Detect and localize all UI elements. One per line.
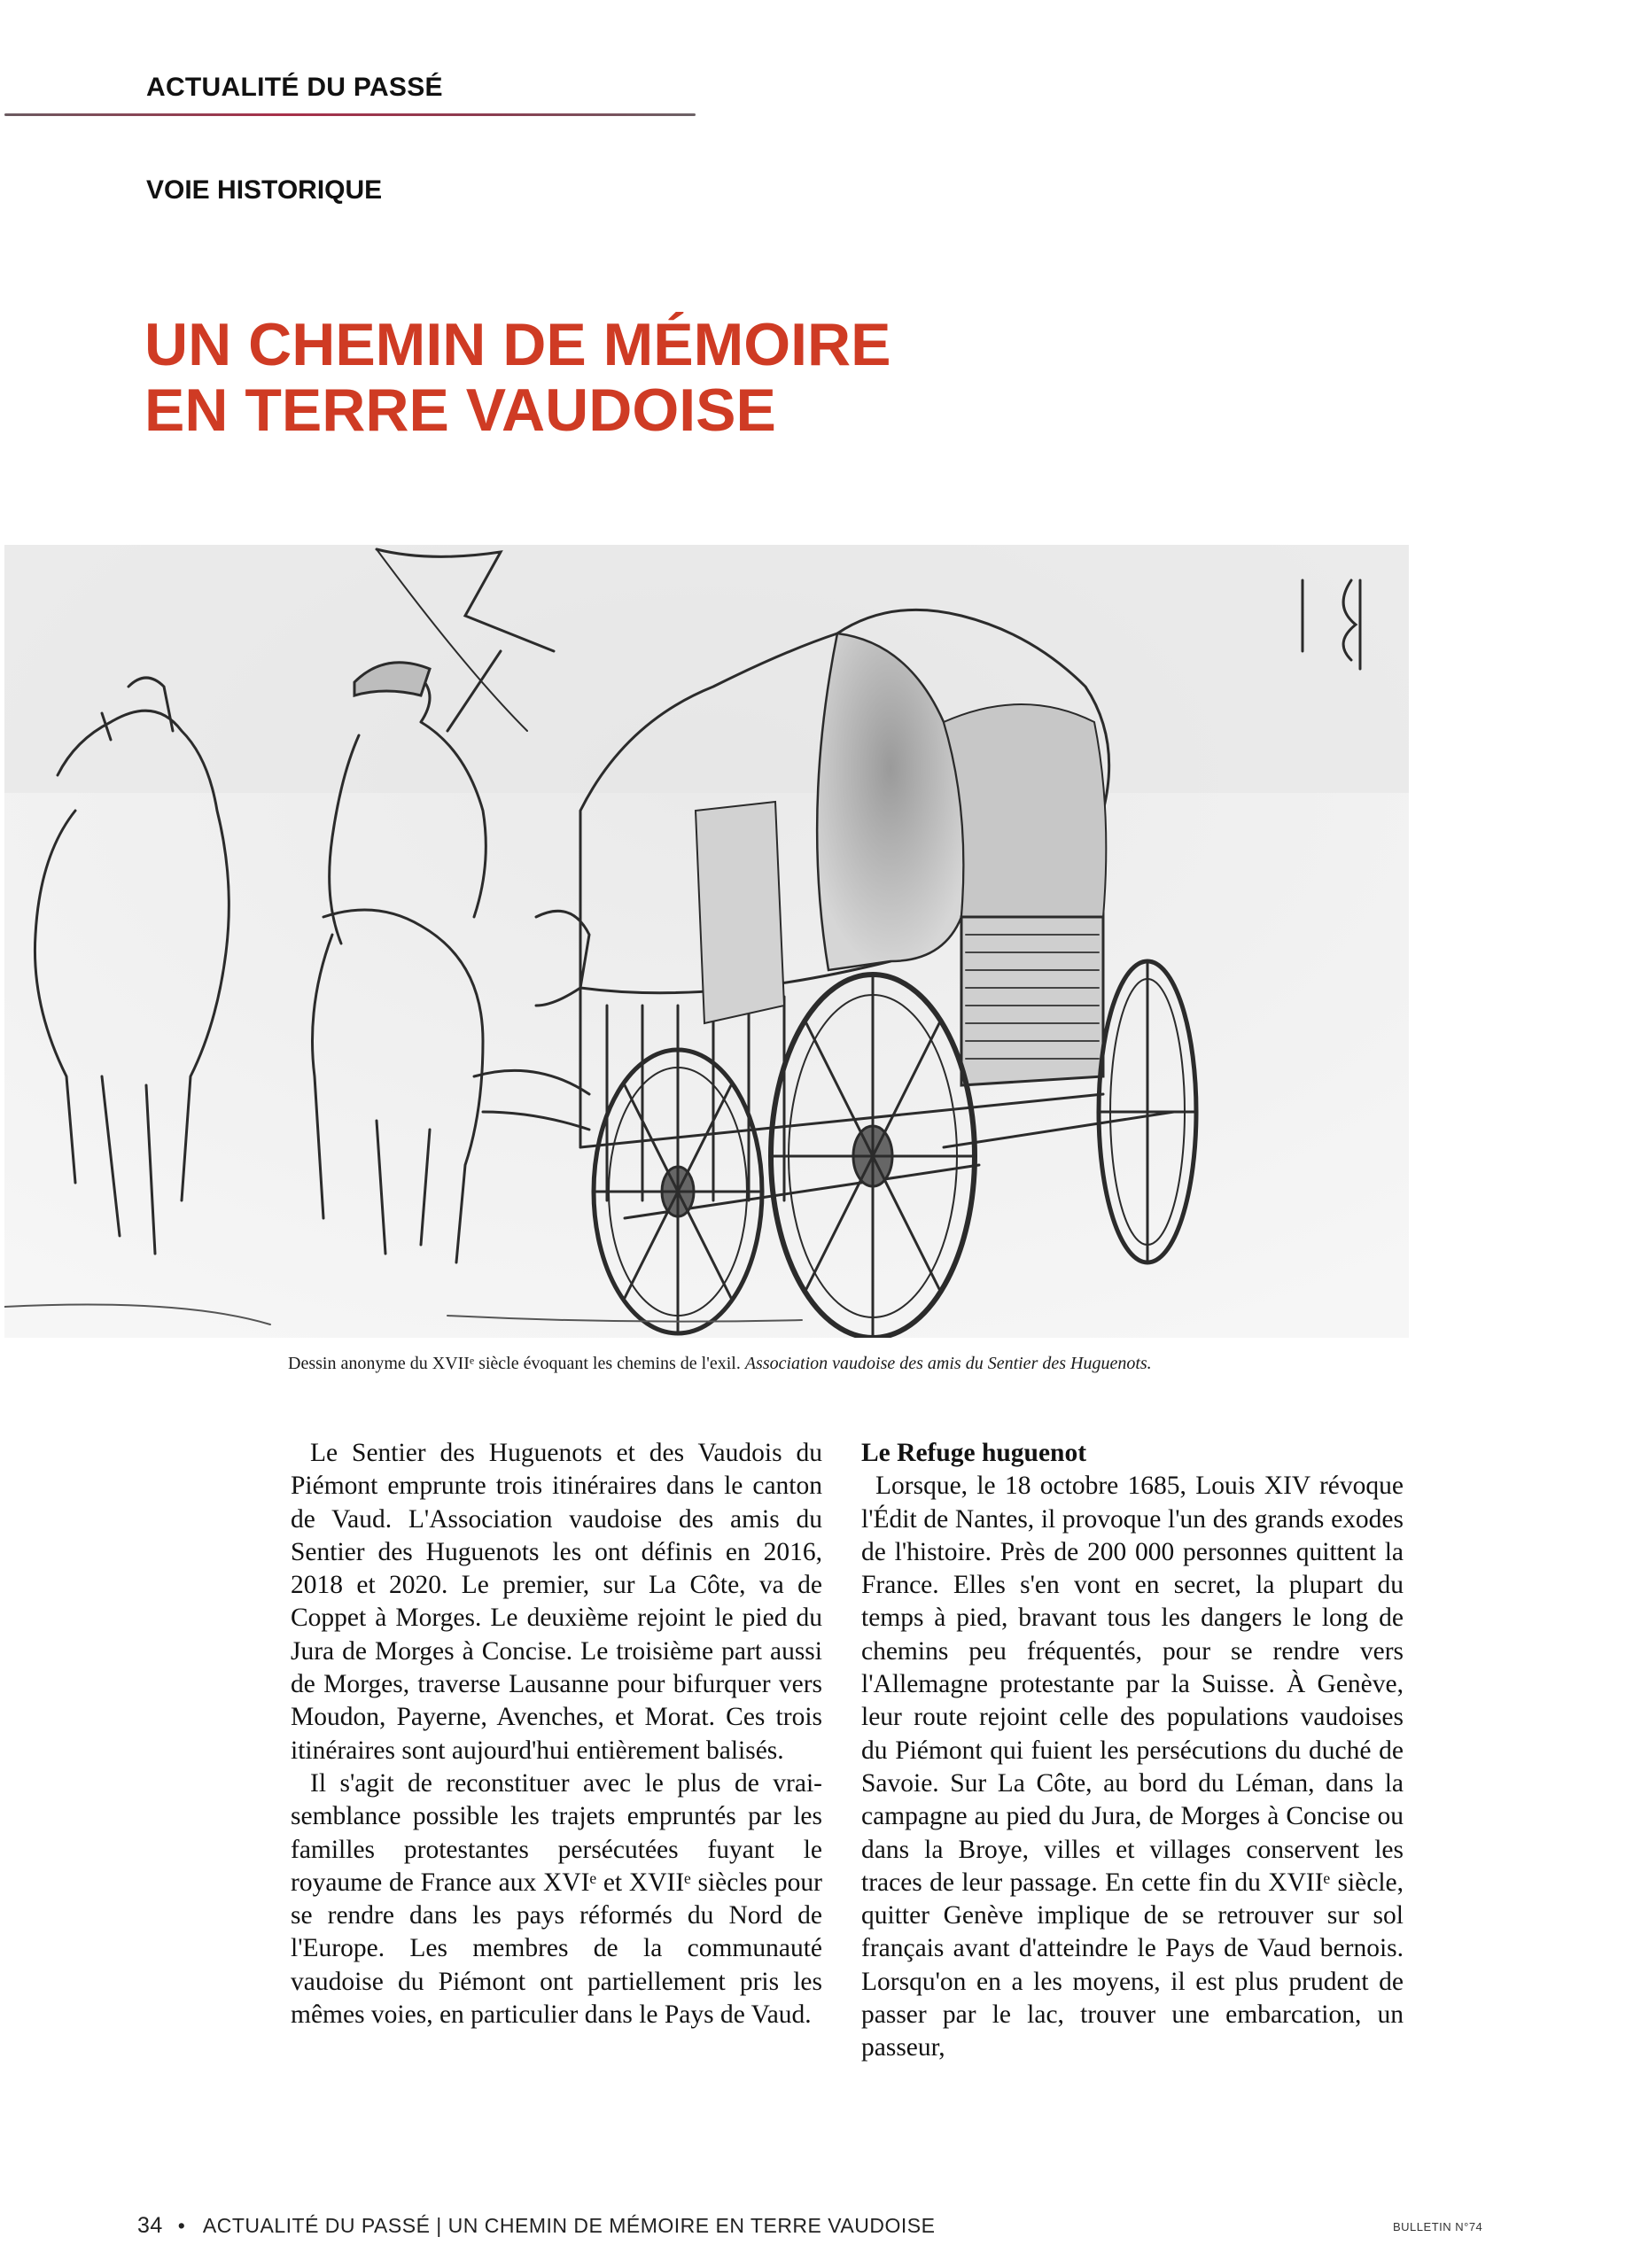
illustration-horses-wagon-icon [4, 545, 1409, 1338]
page-footer [137, 2213, 935, 2239]
article-column-left [291, 1437, 822, 2031]
paragraph: Il s'agit de reconstituer avec le plus de vraisemblance possible les trajets empruntés par les familles protestantes persécutées fuyant le royaume de France aux XVIᵉ et XVIIᵉ siècles pour se rendre dans les pays réformés du Nord de l'Europe. Les membres de la communauté vaudoise du Piémont ont partiellement pris les mêmes voies, en particulier dans le Pays de Vaud. [291, 1768, 822, 2030]
section-heading: Le Refuge huguenot [861, 1439, 1087, 1467]
header-rule [4, 113, 696, 116]
title-line-1: UN CHEMIN DE MÉMOIRE [144, 311, 891, 378]
footer-separator: • [177, 2214, 186, 2237]
article-column-right [861, 1437, 1404, 2065]
paragraph: Le Sentier des Huguenots et des Vaudois du Piémont emprunte trois itinéraires dans le canton de Vaud. L'Association vaudoise des amis du Sentier des Huguenots les ont définis en 2016, 2018 et 2020. Le premier, sur La Côte, va de Coppet à Morges. Le deuxième rejoint le pied du Jura de Morges à Concise. Le troisième part aussi de Morges, traverse Lausanne pour bifurquer vers Moudon, Payerne, Avenches, et Morat. Ces trois itinéraires sont aujourd'hui entièrement balisés. [291, 1439, 822, 1765]
paragraph: Lorsque, le 18 octobre 1685, Louis XIV révoque l'Édit de Nantes, il provoque l'un des grands exodes de l'histoire. Près de 200 000 personnes quittent la France. Elles s'en vont en secret, la plupart du temps à pied, bravant tous les dangers le long de chemins peu fréquentés, pour se rendre vers l'Allemagne protestante par la Suisse. À Genève, leur route rejoint celle des populations vaudoises du Piémont qui fuient les persécutions du duché de Savoie. Sur La Côte, au bord du Léman, dans la campagne au pied du Jura, de Morges à Concise ou dans la Broye, villes et villages conservent les traces de leur passage. En cette fin du XVIIᵉ siècle, quitter Genève implique de se retrouver sur sol français avant d'atteindre le Pays de Vaud bernois. Lorsqu'on en a les moyens, il est plus prudent de passer par le lac, trouver une embarcation, un passeur, [861, 1472, 1404, 2062]
article-illustration [4, 545, 1409, 1338]
caption-credit: Association vaudoise des amis du Sentier des Huguenots. [744, 1354, 1152, 1373]
running-title: ACTUALITÉ DU PASSÉ | UN CHEMIN DE MÉMOIRE EN TERRE VAUDOISE [202, 2214, 936, 2237]
caption-text: Dessin anonyme du XVIIᵉ siècle évoquant les chemins de l'exil. [288, 1354, 741, 1373]
title-line-2: EN TERRE VAUDOISE [144, 377, 776, 444]
section-subrubric: VOIE HISTORIQUE [146, 175, 383, 205]
issue-label: BULLETIN N°74 [1393, 2220, 1483, 2233]
figure-caption [288, 1354, 1152, 1374]
article-title [144, 312, 890, 443]
page-number: 34 [137, 2213, 163, 2238]
section-rubric: ACTUALITÉ DU PASSÉ [146, 73, 443, 102]
